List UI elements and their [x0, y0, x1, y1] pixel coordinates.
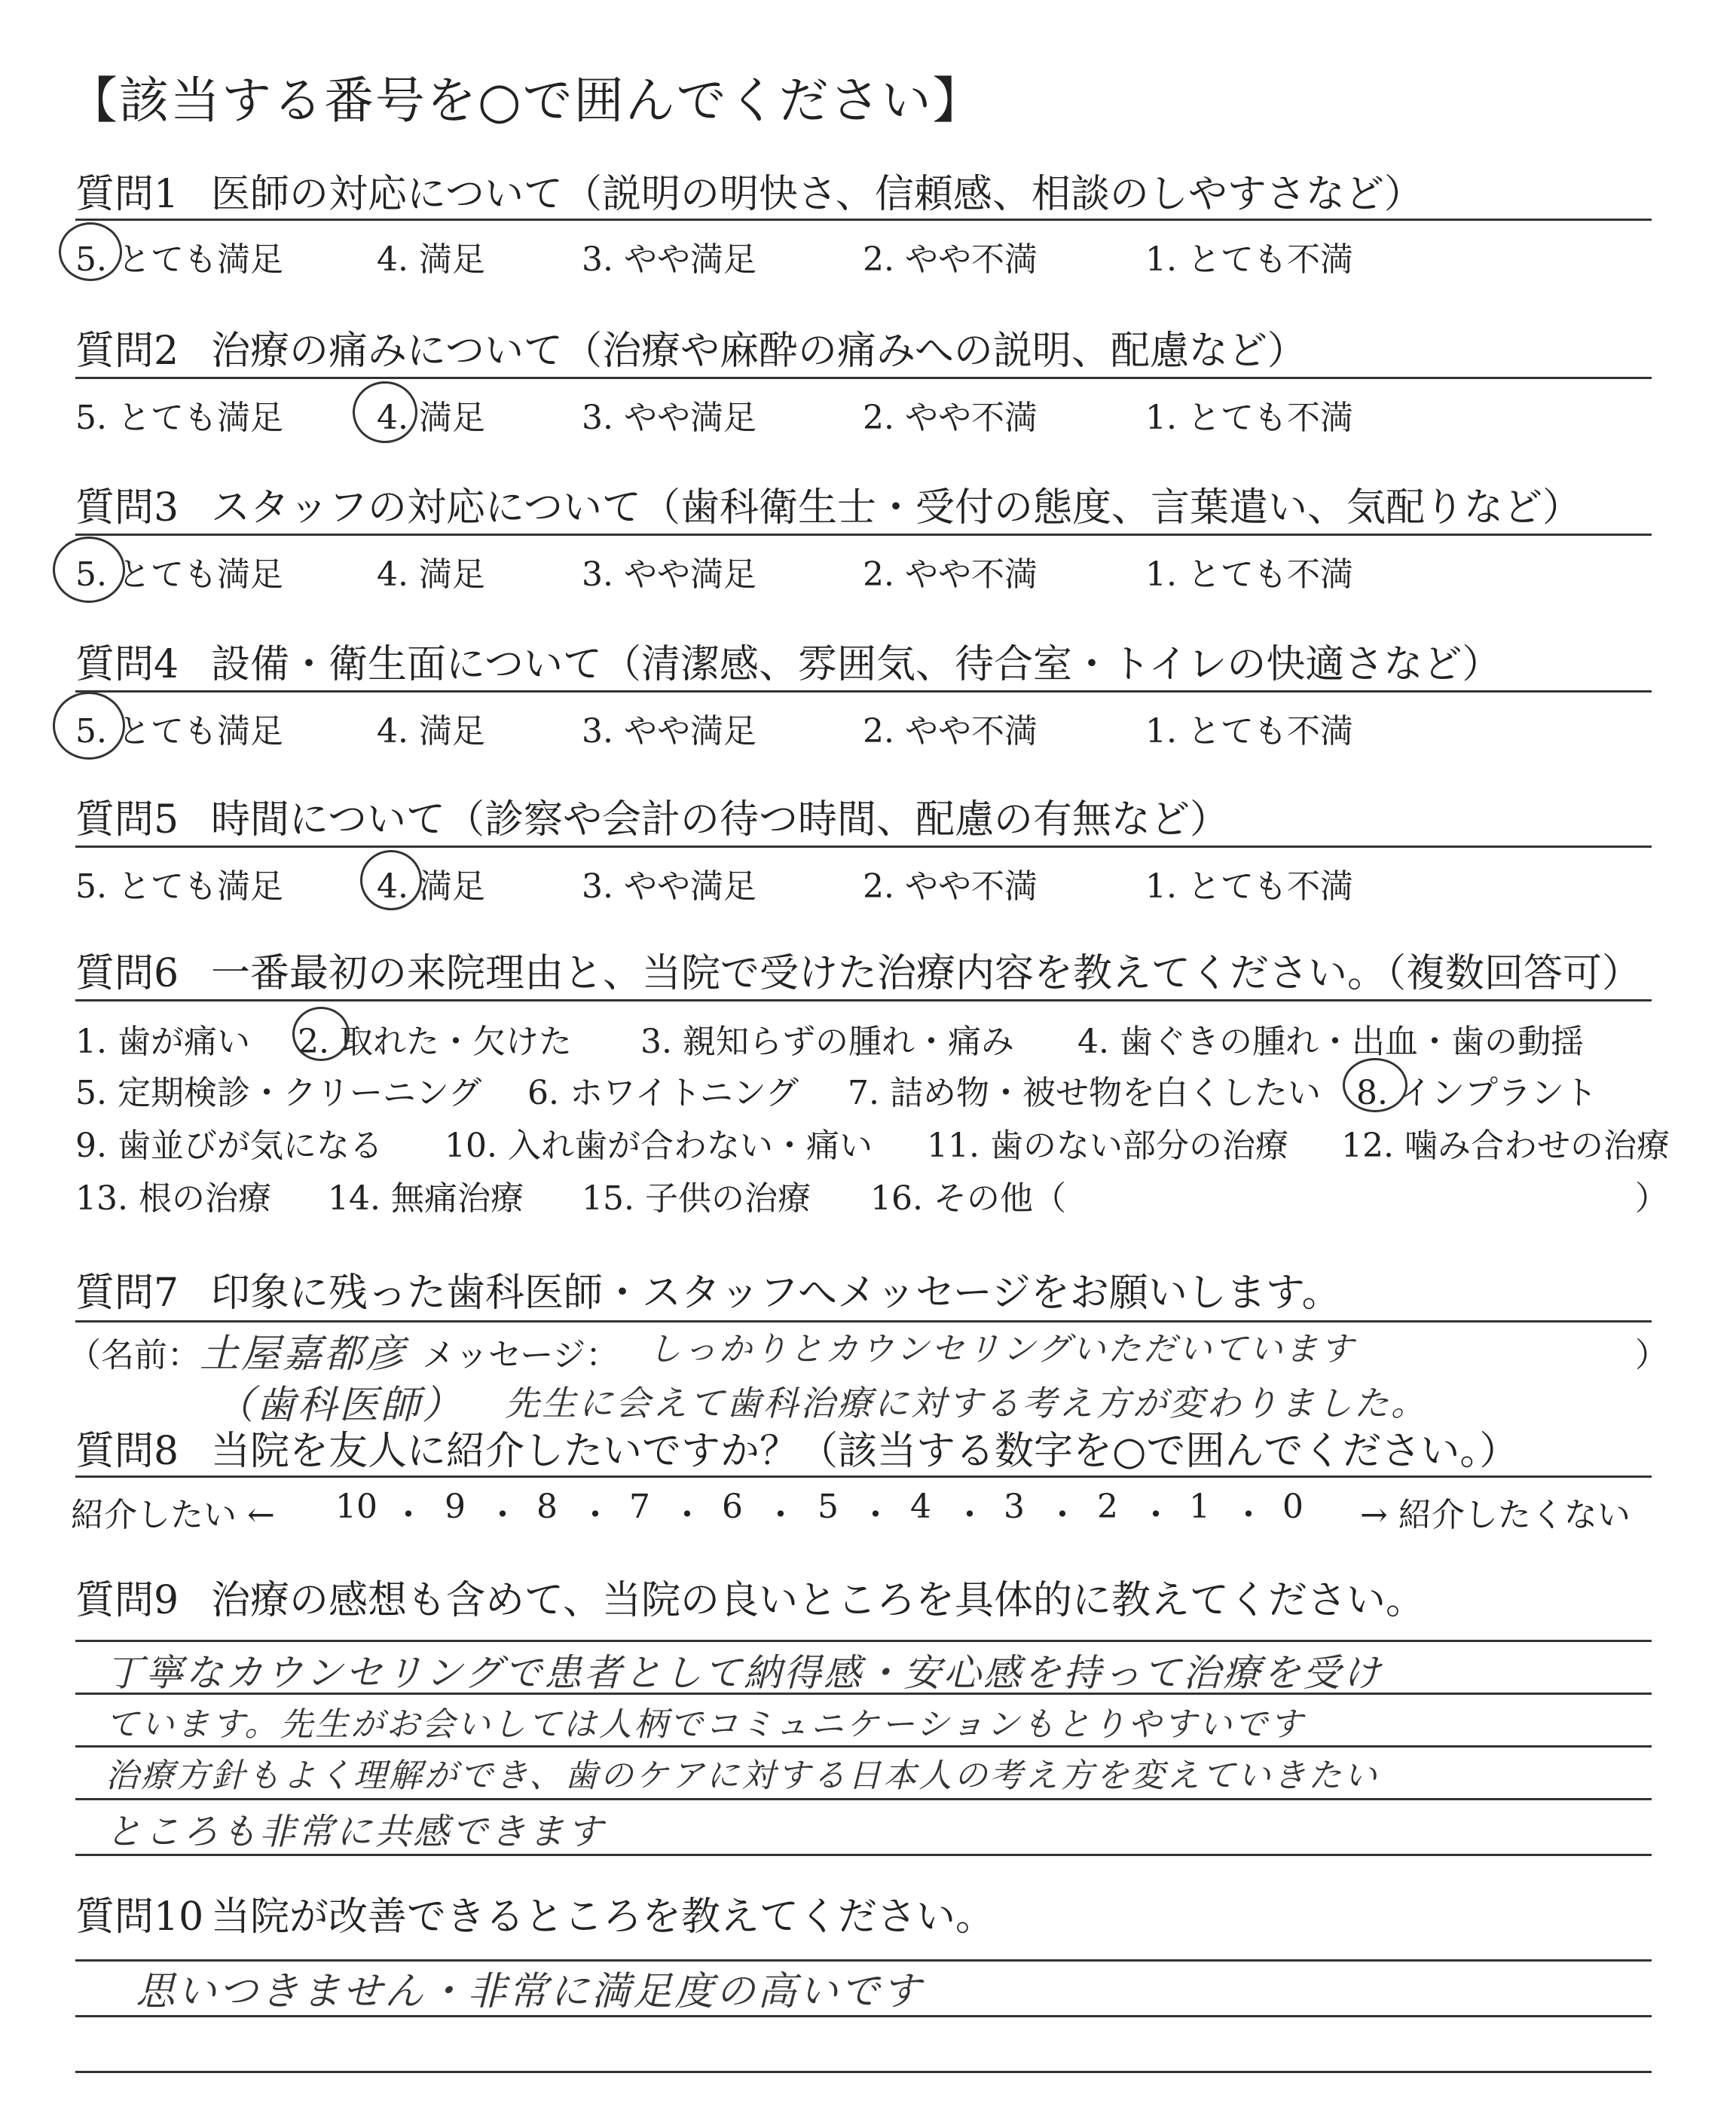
option-4[interactable]: 4. 満足: [377, 555, 485, 594]
option-7[interactable]: 7. 詰め物・被せ物を白くしたい: [848, 1074, 1321, 1112]
close-paren: ）: [1635, 1336, 1668, 1375]
scale-10[interactable]: 10: [335, 1488, 377, 1526]
option-11[interactable]: 11. 歯のない部分の治療: [927, 1127, 1288, 1165]
answer-line: [75, 1798, 1652, 1800]
answer-line: [75, 1745, 1652, 1748]
question-text: 当院を友人に紹介したいですか？（該当する数字を○で囲んでください。）: [211, 1429, 1519, 1474]
option-5[interactable]: 5. 定期検診・クリーニング: [75, 1074, 482, 1112]
selection-circle: [360, 850, 422, 910]
answer-text-line[interactable]: 丁寧なカウンセリングで患者として納得感・安心感を持って治療を受け: [105, 1651, 1383, 1695]
question-text: 設備・衛生面について（清潔感、雰囲気、待合室・トイレの快適さなど）: [211, 642, 1502, 687]
question-number: 質問2: [75, 329, 179, 374]
option-3[interactable]: 3. やや満足: [582, 712, 756, 751]
option-16[interactable]: 16. その他（: [870, 1179, 1066, 1218]
option-5[interactable]: 5. とても満足: [75, 399, 283, 437]
scale-9[interactable]: 9: [445, 1488, 466, 1526]
option-4[interactable]: 4. 満足: [377, 399, 485, 437]
question-text: 一番最初の来院理由と、当院で受けた治療内容を教えてください。（複数回答可）: [211, 951, 1642, 996]
option-4[interactable]: 4. 歯ぐきの腫れ・出血・歯の動揺: [1077, 1023, 1584, 1061]
option-12[interactable]: 12. 噛み合わせの治療: [1341, 1127, 1670, 1165]
question-10: [75, 1894, 1658, 1940]
option-5[interactable]: 5. とても満足: [75, 867, 283, 906]
answer-line: [75, 2071, 1652, 2073]
option-2[interactable]: 2. 取れた・欠けた: [298, 1023, 572, 1061]
option-4[interactable]: 4. 満足: [377, 712, 485, 751]
option-2[interactable]: 2. やや不満: [863, 240, 1038, 279]
option-1[interactable]: 1. とても不満: [1145, 555, 1353, 594]
option-9[interactable]: 9. 歯並びが気になる: [75, 1127, 383, 1165]
scale-dot: ・: [671, 1496, 704, 1534]
scale-6[interactable]: 6: [722, 1488, 743, 1526]
question-text: 治療の痛みについて（治療や麻酔の痛みへの説明、配慮など）: [211, 329, 1307, 374]
option-5[interactable]: 5. とても満足: [75, 712, 283, 751]
scale-dot: ・: [1232, 1496, 1265, 1534]
scale-dot: ・: [1139, 1496, 1172, 1534]
divider: [75, 219, 1652, 221]
option-6[interactable]: 6. ホワイトニング: [527, 1074, 799, 1112]
message-value[interactable]: しっかりとカウンセリングいただいています: [648, 1330, 1356, 1368]
scale-dot: ・: [859, 1496, 892, 1534]
option-13[interactable]: 13. 根の治療: [75, 1179, 271, 1218]
question-5: [75, 797, 1658, 842]
option-2[interactable]: 2. やや不満: [863, 399, 1038, 437]
answer-text-line[interactable]: 治療方針もよく理解ができ、歯のケアに対する日本人の考え方を変えていきたい: [105, 1757, 1380, 1795]
question-number: 質問4: [75, 642, 179, 687]
selection-circle: [53, 692, 125, 760]
option-5[interactable]: 5. とても満足: [75, 555, 283, 594]
option-1[interactable]: 1. とても不満: [1145, 240, 1353, 279]
scale-4[interactable]: 4: [910, 1488, 931, 1526]
question-number: 質問1: [75, 172, 179, 217]
option-3[interactable]: 3. やや満足: [582, 555, 756, 594]
divider: [75, 534, 1652, 536]
selection-circle: [1343, 1058, 1407, 1112]
question-number: 質問6: [75, 951, 179, 996]
option-1[interactable]: 1. とても不満: [1145, 712, 1353, 751]
question-4: [75, 642, 1658, 687]
option-1[interactable]: 1. とても不満: [1145, 399, 1353, 437]
selection-circle: [353, 381, 417, 443]
divider: [75, 690, 1652, 693]
role-value[interactable]: （歯科医師）: [215, 1383, 464, 1428]
scale-7[interactable]: 7: [629, 1488, 650, 1526]
option-3[interactable]: 3. やや満足: [582, 240, 756, 279]
scale-dot: ・: [579, 1496, 612, 1534]
scale-left-label: 紹介したい ←: [71, 1496, 275, 1534]
question-text: スタッフの対応について（歯科衛生士・受付の態度、言葉遣い、気配りなど）: [211, 485, 1582, 531]
question-text: 印象に残った歯科医師・スタッフへメッセージをお願いします。: [211, 1271, 1341, 1316]
option-3[interactable]: 3. やや満足: [582, 867, 756, 906]
name-label: （名前：: [68, 1336, 200, 1375]
option-3[interactable]: 3. やや満足: [582, 399, 756, 437]
message-value-2[interactable]: 先生に会えて歯科治療に対する考え方が変わりました。: [505, 1383, 1428, 1423]
scale-dot: ・: [392, 1496, 425, 1534]
name-value[interactable]: 土屋嘉都彦: [200, 1332, 408, 1377]
option-15[interactable]: 15. 子供の治療: [582, 1179, 811, 1218]
question-text: 当院が改善できるところを教えてください。: [211, 1894, 995, 1940]
page-title: 【該当する番号を○で囲んでください】: [68, 72, 984, 130]
question-text: 治療の感想も含めて、当院の良いところを具体的に教えてください。: [211, 1578, 1425, 1623]
option-8[interactable]: 8. インプラント: [1356, 1074, 1597, 1112]
scale-2[interactable]: 2: [1097, 1488, 1118, 1526]
option-4[interactable]: 4. 満足: [377, 240, 485, 279]
selection-circle: [59, 222, 122, 281]
option-3[interactable]: 3. 親知らずの腫れ・痛み: [640, 1023, 1014, 1061]
option-1[interactable]: 1. 歯が痛い: [75, 1023, 250, 1061]
scale-dot: ・: [764, 1496, 797, 1534]
question-number: 質問3: [75, 485, 179, 531]
scale-5[interactable]: 5: [818, 1488, 839, 1526]
option-4[interactable]: 4. 満足: [377, 867, 485, 906]
question-text: 時間について（診察や会計の待つ時間、配慮の有無など）: [211, 797, 1229, 842]
question-6: [75, 951, 1658, 996]
scale-3[interactable]: 3: [1004, 1488, 1025, 1526]
divider: [75, 377, 1652, 379]
question-1: [75, 172, 1658, 217]
message-label: メッセージ：: [422, 1336, 619, 1375]
scale-right-label: → 紹介したくない: [1360, 1496, 1631, 1534]
selection-circle: [292, 1007, 350, 1061]
question-7: [75, 1271, 1658, 1316]
question-number: 質問10: [75, 1894, 204, 1940]
question-3: [75, 485, 1658, 531]
other-close-paren: ）: [1635, 1179, 1668, 1218]
answer-text-line[interactable]: ところも非常に共感できます: [105, 1811, 606, 1853]
question-2: [75, 329, 1658, 374]
option-1[interactable]: 1. とても不満: [1145, 867, 1353, 906]
option-5[interactable]: 5. とても満足: [75, 240, 283, 279]
question-number: 質問7: [75, 1271, 179, 1316]
question-8: [75, 1429, 1658, 1474]
question-number: 質問8: [75, 1429, 179, 1474]
answer-text-line[interactable]: ています。先生がお会いしては人柄でコミュニケーションもとりやすいです: [105, 1705, 1305, 1744]
selection-circle: [53, 537, 125, 603]
option-2[interactable]: 2. やや不満: [863, 712, 1038, 751]
option-2[interactable]: 2. やや不満: [863, 867, 1038, 906]
scale-dot: ・: [953, 1496, 986, 1534]
question-text: 医師の対応について（説明の明快さ、信頼感、相談のしやすさなど）: [211, 172, 1423, 217]
scale-0[interactable]: 0: [1282, 1488, 1304, 1526]
question-9: [75, 1578, 1658, 1623]
scale-1[interactable]: 1: [1189, 1488, 1210, 1526]
question-number: 質問5: [75, 797, 179, 842]
scale-dot: ・: [486, 1496, 519, 1534]
question-number: 質問9: [75, 1578, 179, 1623]
divider: [75, 1475, 1652, 1478]
scale-dot: ・: [1046, 1496, 1079, 1534]
answer-line: [75, 1640, 1652, 1642]
scale-8[interactable]: 8: [536, 1488, 558, 1526]
option-14[interactable]: 14. 無痛治療: [328, 1179, 524, 1218]
option-2[interactable]: 2. やや不満: [863, 555, 1038, 594]
divider: [75, 846, 1652, 848]
option-10[interactable]: 10. 入れ歯が合わない・痛い: [445, 1127, 873, 1165]
divider: [75, 999, 1652, 1001]
answer-text-line[interactable]: 思いつきません・非常に満足度の高いです: [136, 1969, 924, 2014]
